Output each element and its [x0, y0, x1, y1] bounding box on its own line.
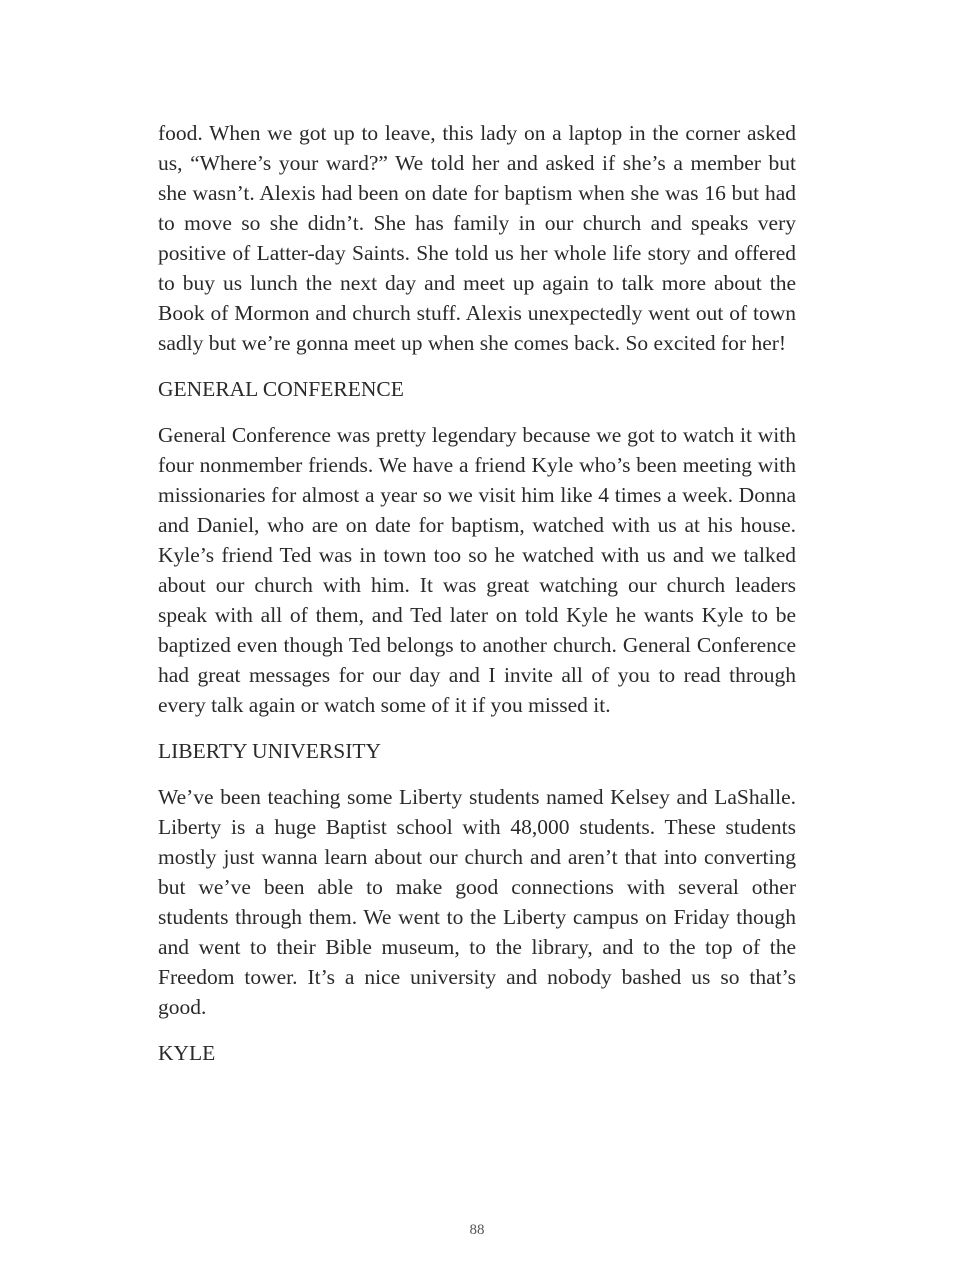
section-heading-liberty-university: LIBERTY UNIVERSITY: [158, 739, 382, 763]
section-heading-general-conference: GENERAL CONFERENCE: [158, 377, 404, 401]
paragraph-general-conference: General Conference was pretty legendary because we got to watch it with four nonmember friends. We have a friend Kyle who’s been meeting with missionaries for almost a year so we visit him like 4 times a week. Donna and Daniel, who are on date for baptism, watched with us at his house. Kyle’s friend Ted was in town too so he watched with us and we talked about our church with him. It was great watching our church leaders speak with all of them, and Ted later on told Kyle he wants Kyle to be baptized even though Ted belongs to another church. General Conference had great messages for our day and I invite all of you to read through every talk again or watch some of it if you missed it.: [158, 423, 796, 717]
paragraph-liberty-university: We’ve been teaching some Liberty students named Kelsey and LaShalle. Liberty is a huge Baptist school with 48,000 students. These students mostly just wanna learn about our church and aren’t that into converting but we’ve been able to make good connections with several other students through them. We went to the Liberty campus on Friday though and went to their Bible museum, to the library, and to the top of the Freedom tower. It’s a nice university and nobody bashed us so that’s good.: [158, 785, 796, 1019]
page-number: 88: [469, 1222, 485, 1238]
section-heading-kyle: KYLE: [158, 1041, 216, 1065]
paragraph-alexis: food. When we got up to leave, this lady on a laptop in the corner asked us, “Where’s your ward?” We told her and asked if she’s a member but she wasn’t. Alexis had been on date for baptism when she was 16 but had to move so she didn’t. She has family in our church and speaks very positive of Latter-day Saints. She told us her whole life story and offered to buy us lunch the next day and meet up again to talk more about the Book of Mormon and church stuff. Alexis unexpectedly went out of town sadly but we’re gonna meet up when she comes back. So excited for her!: [158, 121, 796, 355]
page-body: [158, 118, 796, 1084]
